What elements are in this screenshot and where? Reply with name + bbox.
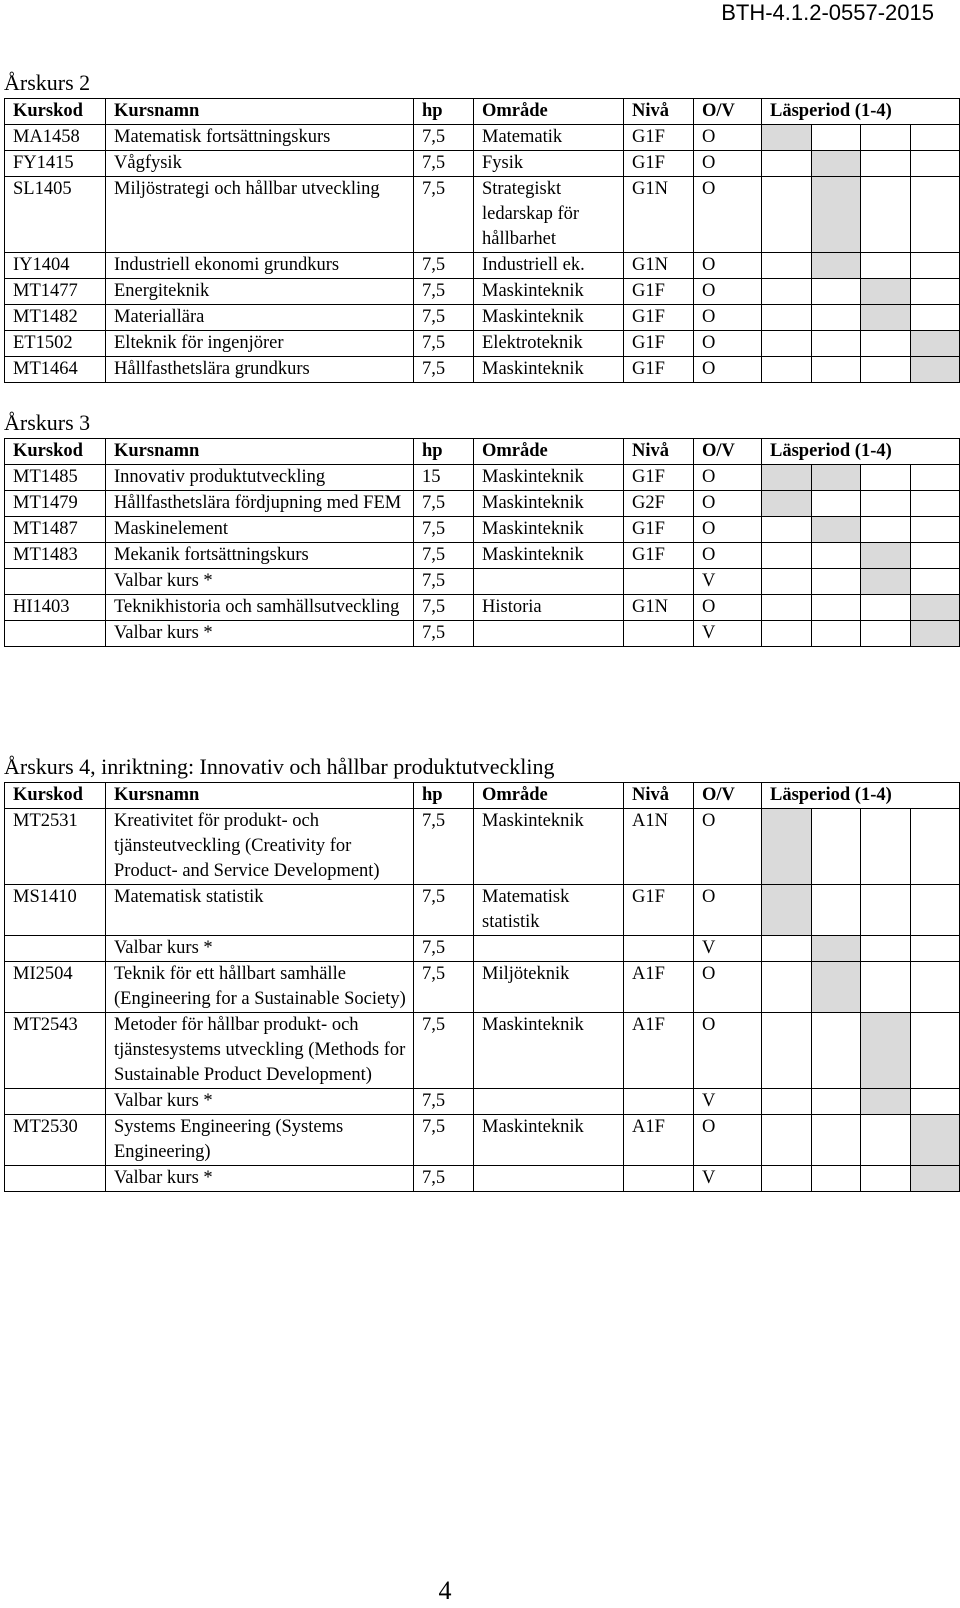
course-ov: O bbox=[694, 595, 762, 621]
course-name: Maskinelement bbox=[106, 517, 414, 543]
course-code: MT2543 bbox=[5, 1013, 106, 1089]
col-header-code: Kurskod bbox=[5, 439, 106, 465]
course-ov: O bbox=[694, 1013, 762, 1089]
course-name: Matematisk fortsättningskurs bbox=[106, 125, 414, 151]
col-header-code: Kurskod bbox=[5, 783, 106, 809]
course-ov: O bbox=[694, 962, 762, 1013]
course-level: A1N bbox=[624, 809, 694, 885]
course-level: G1F bbox=[624, 357, 694, 383]
period-3-cell bbox=[861, 177, 911, 253]
course-area bbox=[474, 1166, 624, 1192]
course-name: Systems Engineering (Systems Engineering) bbox=[106, 1115, 414, 1166]
period-2-cell bbox=[811, 569, 861, 595]
course-ov: V bbox=[694, 621, 762, 647]
course-area: Matematisk statistik bbox=[474, 885, 624, 936]
course-area: Maskinteknik bbox=[474, 809, 624, 885]
course-level bbox=[624, 621, 694, 647]
course-ov: V bbox=[694, 1089, 762, 1115]
header-row bbox=[5, 783, 960, 809]
course-hp: 7,5 bbox=[414, 936, 474, 962]
col-header-area: Område bbox=[474, 783, 624, 809]
period-4-cell bbox=[910, 125, 960, 151]
col-header-area: Område bbox=[474, 439, 624, 465]
course-ov: V bbox=[694, 1166, 762, 1192]
course-level: G1F bbox=[624, 125, 694, 151]
period-4-cell bbox=[910, 465, 960, 491]
table-row bbox=[5, 151, 960, 177]
course-rows bbox=[5, 125, 960, 383]
course-ov: O bbox=[694, 331, 762, 357]
period-1-cell bbox=[762, 595, 812, 621]
course-hp: 7,5 bbox=[414, 809, 474, 885]
course-area: Fysik bbox=[474, 151, 624, 177]
period-1-cell bbox=[762, 936, 812, 962]
course-name: Valbar kurs * bbox=[106, 621, 414, 647]
table-row bbox=[5, 253, 960, 279]
course-code: FY1415 bbox=[5, 151, 106, 177]
course-ov: O bbox=[694, 1115, 762, 1166]
period-3-cell bbox=[861, 621, 911, 647]
course-hp: 7,5 bbox=[414, 279, 474, 305]
course-name: Industriell ekonomi grundkurs bbox=[106, 253, 414, 279]
period-3-cell bbox=[861, 253, 911, 279]
period-2-cell bbox=[811, 962, 861, 1013]
period-2-cell bbox=[811, 331, 861, 357]
course-code: MT2531 bbox=[5, 809, 106, 885]
period-4-cell bbox=[910, 305, 960, 331]
period-1-cell bbox=[762, 331, 812, 357]
table-row bbox=[5, 885, 960, 936]
period-1-cell bbox=[762, 621, 812, 647]
course-name: Elteknik för ingenjörer bbox=[106, 331, 414, 357]
course-area: Maskinteknik bbox=[474, 279, 624, 305]
period-3-cell bbox=[861, 491, 911, 517]
course-level: G1N bbox=[624, 595, 694, 621]
period-2-cell bbox=[811, 357, 861, 383]
course-code: MA1458 bbox=[5, 125, 106, 151]
course-name: Matematisk statistik bbox=[106, 885, 414, 936]
period-1-cell bbox=[762, 1115, 812, 1166]
period-2-cell bbox=[811, 1013, 861, 1089]
period-4-cell bbox=[910, 177, 960, 253]
course-name: Teknikhistoria och samhällsutveckling bbox=[106, 595, 414, 621]
course-level: G1F bbox=[624, 279, 694, 305]
page-number: 4 bbox=[438, 1576, 452, 1605]
period-3-cell bbox=[861, 305, 911, 331]
course-level: A1F bbox=[624, 1013, 694, 1089]
course-hp: 7,5 bbox=[414, 1089, 474, 1115]
period-1-cell bbox=[762, 357, 812, 383]
course-name: Valbar kurs * bbox=[106, 569, 414, 595]
section-title: Årskurs 2 bbox=[4, 70, 91, 95]
course-name: Metoder för hållbar produkt- och tjänstesystems utveckling (Methods for Sustainable Product Development) bbox=[106, 1013, 414, 1089]
period-2-cell bbox=[811, 809, 861, 885]
course-hp: 7,5 bbox=[414, 517, 474, 543]
col-header-ov: O/V bbox=[694, 783, 762, 809]
table-row bbox=[5, 1115, 960, 1166]
period-3-cell bbox=[861, 279, 911, 305]
period-4-cell bbox=[910, 253, 960, 279]
period-2-cell bbox=[811, 595, 861, 621]
course-code: MT1464 bbox=[5, 357, 106, 383]
course-level bbox=[624, 1166, 694, 1192]
period-1-cell bbox=[762, 517, 812, 543]
period-1-cell bbox=[762, 125, 812, 151]
period-3-cell bbox=[861, 465, 911, 491]
period-1-cell bbox=[762, 809, 812, 885]
period-1-cell bbox=[762, 253, 812, 279]
course-ov: V bbox=[694, 569, 762, 595]
table-row bbox=[5, 177, 960, 253]
course-ov: O bbox=[694, 543, 762, 569]
period-4-cell bbox=[910, 1089, 960, 1115]
period-4-cell bbox=[910, 151, 960, 177]
period-1-cell bbox=[762, 1166, 812, 1192]
period-2-cell bbox=[811, 465, 861, 491]
course-hp: 7,5 bbox=[414, 253, 474, 279]
course-area: Maskinteknik bbox=[474, 543, 624, 569]
period-4-cell bbox=[910, 543, 960, 569]
period-3-cell bbox=[861, 151, 911, 177]
course-hp: 7,5 bbox=[414, 1166, 474, 1192]
period-2-cell bbox=[811, 936, 861, 962]
col-header-level: Nivå bbox=[624, 99, 694, 125]
col-header-level: Nivå bbox=[624, 439, 694, 465]
course-code: MT1477 bbox=[5, 279, 106, 305]
course-level bbox=[624, 1089, 694, 1115]
col-header-name: Kursnamn bbox=[106, 439, 414, 465]
course-hp: 7,5 bbox=[414, 491, 474, 517]
course-level bbox=[624, 569, 694, 595]
course-rows bbox=[5, 809, 960, 1192]
period-3-cell bbox=[861, 125, 911, 151]
course-table bbox=[4, 98, 960, 383]
course-rows bbox=[5, 465, 960, 647]
period-2-cell bbox=[811, 885, 861, 936]
course-name: Hållfasthetslära grundkurs bbox=[106, 357, 414, 383]
course-ov: O bbox=[694, 809, 762, 885]
col-header-hp: hp bbox=[414, 439, 474, 465]
course-ov: O bbox=[694, 885, 762, 936]
col-header-name: Kursnamn bbox=[106, 783, 414, 809]
course-name: Materiallära bbox=[106, 305, 414, 331]
period-1-cell bbox=[762, 177, 812, 253]
period-2-cell bbox=[811, 1115, 861, 1166]
course-ov: O bbox=[694, 253, 762, 279]
col-header-level: Nivå bbox=[624, 783, 694, 809]
period-1-cell bbox=[762, 279, 812, 305]
table-row bbox=[5, 809, 960, 885]
table-row bbox=[5, 595, 960, 621]
period-3-cell bbox=[861, 543, 911, 569]
course-name: Vågfysik bbox=[106, 151, 414, 177]
table-row bbox=[5, 621, 960, 647]
table-row bbox=[5, 465, 960, 491]
period-2-cell bbox=[811, 151, 861, 177]
course-level: G1F bbox=[624, 517, 694, 543]
period-1-cell bbox=[762, 491, 812, 517]
course-code: IY1404 bbox=[5, 253, 106, 279]
section-title: Årskurs 4, inriktning: Innovativ och hållbar produktutveckling bbox=[4, 754, 555, 779]
course-hp: 7,5 bbox=[414, 595, 474, 621]
course-ov: O bbox=[694, 491, 762, 517]
section-title: Årskurs 3 bbox=[4, 410, 91, 435]
col-header-period: Läsperiod (1-4) bbox=[762, 99, 960, 125]
course-ov: O bbox=[694, 125, 762, 151]
course-level bbox=[624, 936, 694, 962]
course-ov: O bbox=[694, 279, 762, 305]
course-area: Strategiskt ledarskap för hållbarhet bbox=[474, 177, 624, 253]
course-code: MI2504 bbox=[5, 962, 106, 1013]
course-level: G1F bbox=[624, 885, 694, 936]
period-1-cell bbox=[762, 151, 812, 177]
col-header-ov: O/V bbox=[694, 439, 762, 465]
section-year-3 bbox=[4, 410, 959, 647]
course-area: Maskinteknik bbox=[474, 305, 624, 331]
course-code: MT1482 bbox=[5, 305, 106, 331]
course-name: Valbar kurs * bbox=[106, 1166, 414, 1192]
course-name: Energiteknik bbox=[106, 279, 414, 305]
course-table bbox=[4, 438, 960, 647]
period-3-cell bbox=[861, 936, 911, 962]
course-level: G1F bbox=[624, 151, 694, 177]
course-area bbox=[474, 936, 624, 962]
course-code bbox=[5, 1166, 106, 1192]
course-table bbox=[4, 782, 960, 1192]
period-4-cell bbox=[910, 331, 960, 357]
course-code: MT1479 bbox=[5, 491, 106, 517]
period-3-cell bbox=[861, 1013, 911, 1089]
course-area: Miljöteknik bbox=[474, 962, 624, 1013]
period-2-cell bbox=[811, 125, 861, 151]
course-area: Maskinteknik bbox=[474, 357, 624, 383]
course-level: G1F bbox=[624, 465, 694, 491]
course-name: Kreativitet för produkt- och tjänsteutveckling (Creativity for Product- and Service Development) bbox=[106, 809, 414, 885]
course-code: MT2530 bbox=[5, 1115, 106, 1166]
course-name: Mekanik fortsättningskurs bbox=[106, 543, 414, 569]
period-2-cell bbox=[811, 517, 861, 543]
period-3-cell bbox=[861, 1115, 911, 1166]
course-hp: 7,5 bbox=[414, 125, 474, 151]
course-area bbox=[474, 569, 624, 595]
course-ov: O bbox=[694, 357, 762, 383]
course-area: Matematik bbox=[474, 125, 624, 151]
period-1-cell bbox=[762, 543, 812, 569]
col-header-area: Område bbox=[474, 99, 624, 125]
course-ov: O bbox=[694, 151, 762, 177]
table-row bbox=[5, 1089, 960, 1115]
period-2-cell bbox=[811, 279, 861, 305]
document-id: BTH-4.1.2-0557-2015 bbox=[721, 0, 934, 25]
header-row bbox=[5, 439, 960, 465]
period-4-cell bbox=[910, 621, 960, 647]
period-4-cell bbox=[910, 885, 960, 936]
period-2-cell bbox=[811, 621, 861, 647]
header-row bbox=[5, 99, 960, 125]
course-area: Maskinteknik bbox=[474, 517, 624, 543]
course-code: HI1403 bbox=[5, 595, 106, 621]
course-code: MT1485 bbox=[5, 465, 106, 491]
period-3-cell bbox=[861, 569, 911, 595]
period-4-cell bbox=[910, 936, 960, 962]
course-code bbox=[5, 1089, 106, 1115]
course-level: G1N bbox=[624, 253, 694, 279]
period-3-cell bbox=[861, 357, 911, 383]
period-1-cell bbox=[762, 465, 812, 491]
period-4-cell bbox=[910, 595, 960, 621]
period-3-cell bbox=[861, 331, 911, 357]
course-hp: 7,5 bbox=[414, 177, 474, 253]
course-level: A1F bbox=[624, 1115, 694, 1166]
course-name: Valbar kurs * bbox=[106, 936, 414, 962]
period-4-cell bbox=[910, 962, 960, 1013]
course-hp: 7,5 bbox=[414, 885, 474, 936]
table-row bbox=[5, 543, 960, 569]
col-header-ov: O/V bbox=[694, 99, 762, 125]
course-code: ET1502 bbox=[5, 331, 106, 357]
table-row bbox=[5, 357, 960, 383]
course-level: G2F bbox=[624, 491, 694, 517]
col-header-period: Läsperiod (1-4) bbox=[762, 439, 960, 465]
table-row bbox=[5, 962, 960, 1013]
table-row bbox=[5, 936, 960, 962]
course-ov: O bbox=[694, 465, 762, 491]
course-level: G1N bbox=[624, 177, 694, 253]
table-row bbox=[5, 125, 960, 151]
course-name: Innovativ produktutveckling bbox=[106, 465, 414, 491]
table-row bbox=[5, 305, 960, 331]
course-ov: O bbox=[694, 305, 762, 331]
course-area: Maskinteknik bbox=[474, 1115, 624, 1166]
period-4-cell bbox=[910, 569, 960, 595]
period-1-cell bbox=[762, 305, 812, 331]
period-2-cell bbox=[811, 177, 861, 253]
col-header-hp: hp bbox=[414, 783, 474, 809]
course-hp: 7,5 bbox=[414, 151, 474, 177]
period-4-cell bbox=[910, 1166, 960, 1192]
course-area: Maskinteknik bbox=[474, 465, 624, 491]
course-code bbox=[5, 569, 106, 595]
course-name: Miljöstrategi och hållbar utveckling bbox=[106, 177, 414, 253]
course-level: A1F bbox=[624, 962, 694, 1013]
course-hp: 7,5 bbox=[414, 543, 474, 569]
course-area: Elektroteknik bbox=[474, 331, 624, 357]
course-level: G1F bbox=[624, 331, 694, 357]
period-1-cell bbox=[762, 962, 812, 1013]
period-3-cell bbox=[861, 1089, 911, 1115]
period-2-cell bbox=[811, 491, 861, 517]
course-code: MT1483 bbox=[5, 543, 106, 569]
col-header-code: Kurskod bbox=[5, 99, 106, 125]
period-3-cell bbox=[861, 1166, 911, 1192]
course-hp: 7,5 bbox=[414, 621, 474, 647]
course-hp: 7,5 bbox=[414, 357, 474, 383]
course-hp: 7,5 bbox=[414, 1115, 474, 1166]
col-header-period: Läsperiod (1-4) bbox=[762, 783, 960, 809]
course-area: Industriell ek. bbox=[474, 253, 624, 279]
table-row bbox=[5, 569, 960, 595]
course-area: Historia bbox=[474, 595, 624, 621]
period-1-cell bbox=[762, 569, 812, 595]
period-2-cell bbox=[811, 253, 861, 279]
period-4-cell bbox=[910, 491, 960, 517]
period-1-cell bbox=[762, 1013, 812, 1089]
table-row bbox=[5, 279, 960, 305]
course-hp: 7,5 bbox=[414, 569, 474, 595]
period-2-cell bbox=[811, 543, 861, 569]
course-code bbox=[5, 621, 106, 647]
period-4-cell bbox=[910, 809, 960, 885]
period-4-cell bbox=[910, 517, 960, 543]
course-code bbox=[5, 936, 106, 962]
period-2-cell bbox=[811, 1089, 861, 1115]
course-area: Maskinteknik bbox=[474, 1013, 624, 1089]
col-header-name: Kursnamn bbox=[106, 99, 414, 125]
period-2-cell bbox=[811, 305, 861, 331]
period-4-cell bbox=[910, 357, 960, 383]
col-header-hp: hp bbox=[414, 99, 474, 125]
course-area: Maskinteknik bbox=[474, 491, 624, 517]
course-code: MT1487 bbox=[5, 517, 106, 543]
table-row bbox=[5, 331, 960, 357]
course-name: Teknik för ett hållbart samhälle (Engineering for a Sustainable Society) bbox=[106, 962, 414, 1013]
table-row bbox=[5, 1013, 960, 1089]
course-level: G1F bbox=[624, 543, 694, 569]
course-area bbox=[474, 1089, 624, 1115]
course-code: SL1405 bbox=[5, 177, 106, 253]
course-hp: 7,5 bbox=[414, 962, 474, 1013]
period-4-cell bbox=[910, 1013, 960, 1089]
course-area bbox=[474, 621, 624, 647]
course-code: MS1410 bbox=[5, 885, 106, 936]
course-hp: 7,5 bbox=[414, 331, 474, 357]
course-hp: 15 bbox=[414, 465, 474, 491]
section-year-4 bbox=[4, 754, 959, 1192]
course-ov: O bbox=[694, 177, 762, 253]
course-hp: 7,5 bbox=[414, 305, 474, 331]
course-ov: O bbox=[694, 517, 762, 543]
period-4-cell bbox=[910, 279, 960, 305]
period-3-cell bbox=[861, 885, 911, 936]
section-year-2 bbox=[4, 70, 959, 383]
period-2-cell bbox=[811, 1166, 861, 1192]
period-4-cell bbox=[910, 1115, 960, 1166]
period-1-cell bbox=[762, 1089, 812, 1115]
course-hp: 7,5 bbox=[414, 1013, 474, 1089]
table-row bbox=[5, 517, 960, 543]
period-3-cell bbox=[861, 517, 911, 543]
course-ov: V bbox=[694, 936, 762, 962]
course-level: G1F bbox=[624, 305, 694, 331]
course-name: Valbar kurs * bbox=[106, 1089, 414, 1115]
period-1-cell bbox=[762, 885, 812, 936]
period-3-cell bbox=[861, 595, 911, 621]
period-3-cell bbox=[861, 962, 911, 1013]
period-3-cell bbox=[861, 809, 911, 885]
table-row bbox=[5, 1166, 960, 1192]
course-name: Hållfasthetslära fördjupning med FEM bbox=[106, 491, 414, 517]
table-row bbox=[5, 491, 960, 517]
